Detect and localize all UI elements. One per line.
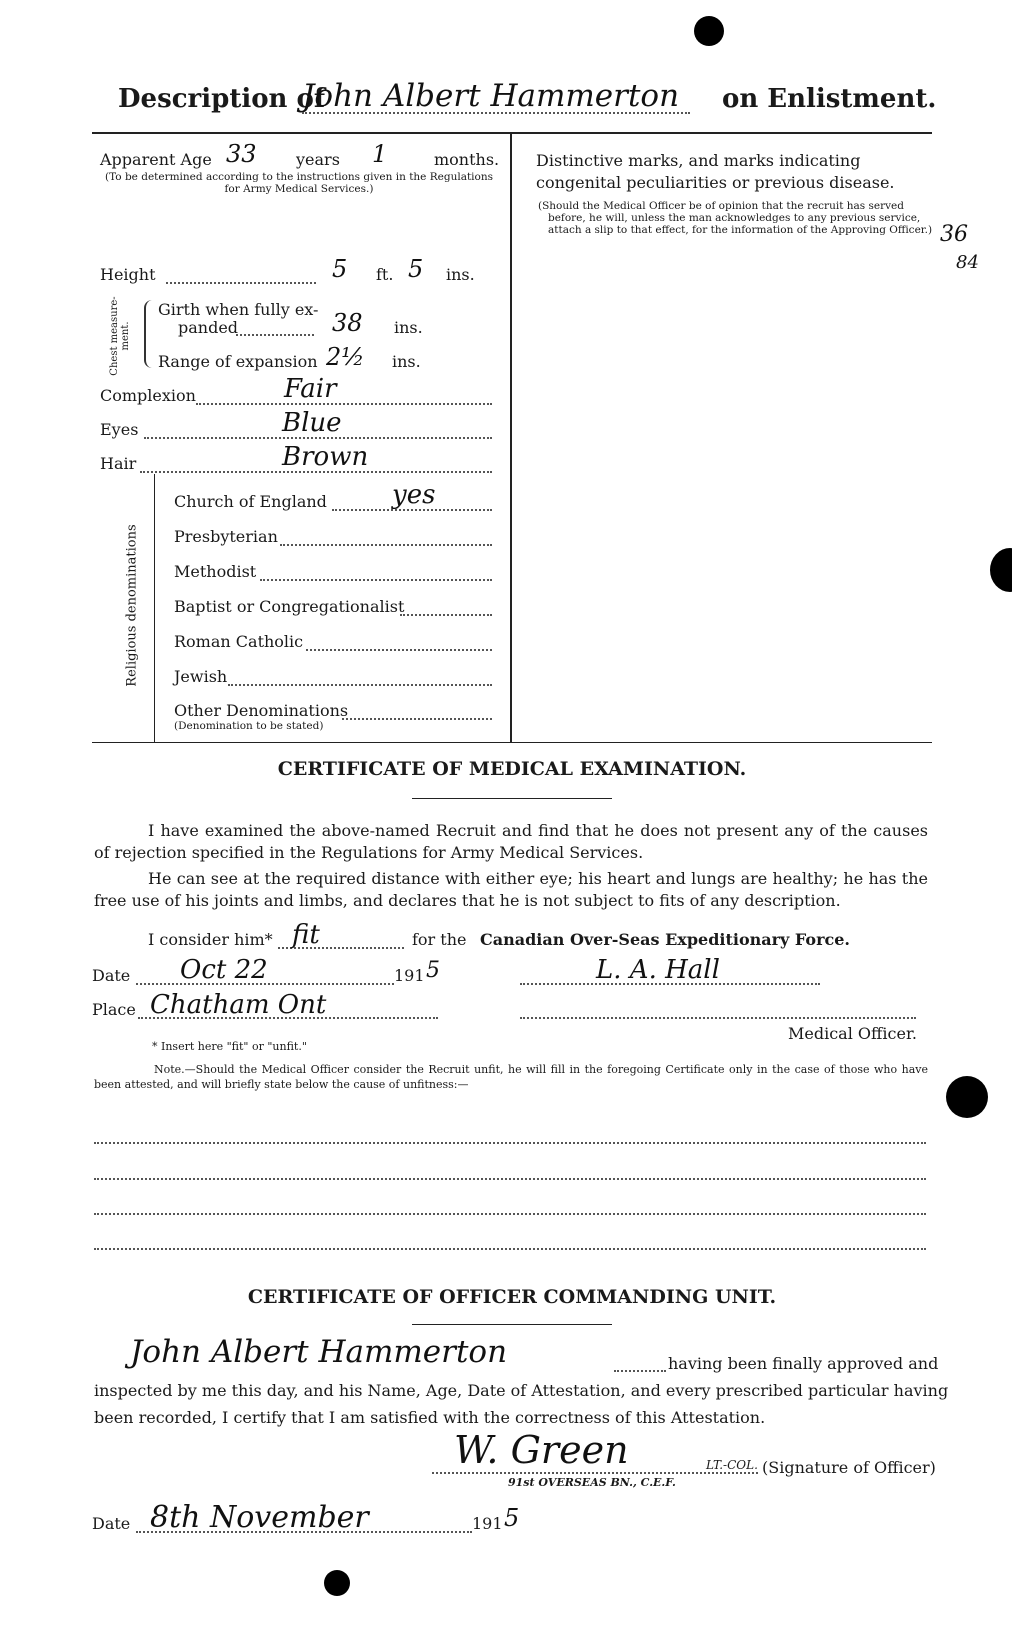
religion-presbyterian: Presbyterian bbox=[174, 527, 278, 546]
medical-para-2: He can see at the required distance with either eye; his heart and lungs are healthy; he has the free use of his joints and limbs, and declares that he is not subject to fits of any description. bbox=[94, 869, 928, 910]
punch-hole-right-2 bbox=[946, 1076, 988, 1118]
medical-year-suffix: 5 bbox=[426, 958, 440, 983]
religion-divider bbox=[154, 474, 155, 742]
commanding-title: CERTIFICATE OF OFFICER COMMANDING UNIT. bbox=[247, 1286, 777, 1308]
medical-title: CERTIFICATE OF MEDICAL EXAMINATION. bbox=[277, 758, 747, 780]
commanding-title-rule bbox=[412, 1324, 612, 1325]
medical-officer-label: Medical Officer. bbox=[788, 1024, 917, 1043]
religion-dots-5 bbox=[306, 649, 492, 651]
medical-para-1: I have examined the above-named Recruit and find that he does not present any of the causes of rejection specified in the Regulations for Army Medical Services. bbox=[94, 821, 928, 862]
commanding-text-2: inspected by me this day, and his Name, Age, Date of Attestation, and every prescribed particular having bbox=[94, 1381, 949, 1400]
eyes-value: Blue bbox=[282, 408, 342, 438]
girth-value: 38 bbox=[332, 309, 363, 337]
commanding-date-value: 8th November bbox=[150, 1500, 369, 1535]
height-label: Height bbox=[100, 265, 156, 284]
range-ins-label: ins. bbox=[392, 352, 421, 371]
hair-value: Brown bbox=[282, 442, 369, 472]
height-dots bbox=[166, 282, 316, 284]
girth-dots bbox=[236, 334, 314, 336]
header-dots bbox=[302, 112, 690, 114]
unfit-note: Note.—Should the Medical Officer consider the Recruit unfit, he will fill in the foregoing Certificate only in the case of those who have been attested, and will briefly state below the cause of unfitness:— bbox=[94, 1063, 928, 1091]
eyes-label: Eyes bbox=[100, 420, 139, 439]
marks-note: (Should the Medical Officer be of opinion that the recruit has served before, he will, unless the man acknowledges to any previous service, attach a slip to that effect, for the information of the Approving Officer.) bbox=[538, 200, 933, 236]
commanding-name: John Albert Hammerton bbox=[130, 1334, 508, 1370]
complexion-dots bbox=[196, 403, 492, 405]
medical-date-label: Date bbox=[92, 966, 131, 985]
punch-hole-bottom bbox=[324, 1570, 350, 1596]
hair-label: Hair bbox=[100, 454, 137, 473]
religion-roman-catholic: Roman Catholic bbox=[174, 632, 304, 651]
header-suffix: on Enlistment. bbox=[722, 84, 937, 114]
age-months-value: 1 bbox=[372, 140, 388, 168]
commanding-stamp: 91st OVERSEAS BN., C.E.F. bbox=[508, 1476, 676, 1489]
unfit-line-4 bbox=[94, 1248, 926, 1250]
religion-dots-4 bbox=[400, 614, 492, 616]
range-value: 2½ bbox=[326, 343, 365, 371]
height-ft-value: 5 bbox=[332, 255, 348, 283]
age-note: (To be determined according to the instructions given in the Regulations for Army Medical Services.) bbox=[105, 171, 493, 195]
religion-label: Religious denominations bbox=[124, 524, 140, 687]
force-prefix: for the bbox=[412, 930, 467, 949]
place-value: Chatham Ont bbox=[150, 990, 327, 1020]
commanding-text-3: been recorded, I certify that I am satisfied with the correctness of this Attestation. bbox=[94, 1408, 766, 1427]
range-label: Range of expansion bbox=[158, 352, 318, 371]
column-divider bbox=[510, 132, 512, 742]
unfit-line-1 bbox=[94, 1142, 926, 1144]
girth-label-2: panded bbox=[178, 318, 239, 337]
complexion-value: Fair bbox=[284, 374, 337, 404]
commanding-name-dots bbox=[614, 1370, 666, 1372]
medical-year-prefix: 191 bbox=[394, 966, 425, 985]
ft-label: ft. bbox=[376, 265, 394, 284]
insert-note: * Insert here "fit" or "unfit." bbox=[152, 1040, 307, 1053]
months-label: months. bbox=[434, 150, 500, 169]
commanding-date-label: Date bbox=[92, 1514, 131, 1533]
height-ins-value: 5 bbox=[408, 255, 424, 283]
signature-of-officer-label: (Signature of Officer) bbox=[762, 1458, 936, 1477]
place-sig-dots bbox=[520, 1017, 916, 1019]
girth-ins-label: ins. bbox=[394, 318, 423, 337]
religion-dots-6 bbox=[228, 684, 492, 686]
age-years-value: 33 bbox=[226, 140, 257, 168]
punch-hole-top bbox=[694, 16, 724, 46]
religion-other-note: (Denomination to be stated) bbox=[174, 720, 324, 732]
table-bottom-rule bbox=[92, 742, 932, 743]
commanding-year-prefix: 191 bbox=[472, 1514, 503, 1533]
years-label: years bbox=[296, 150, 340, 169]
punch-hole-right-1 bbox=[990, 548, 1012, 592]
complexion-label: Complexion bbox=[100, 386, 196, 405]
religion-church-of-england-value: yes bbox=[392, 480, 436, 510]
commanding-text-1: having been finally approved and bbox=[668, 1354, 939, 1373]
place-label: Place bbox=[92, 1000, 136, 1019]
consider-value: fit bbox=[292, 920, 320, 950]
religion-church-of-england: Church of England bbox=[174, 492, 327, 511]
marks-label: Distinctive marks, and marks indicating congenital peculiarities or previous disease. bbox=[536, 151, 895, 192]
commanding-rank: LT.-COL. bbox=[706, 1458, 758, 1472]
religion-other: Other Denominations bbox=[174, 701, 349, 720]
medical-date-value: Oct 22 bbox=[180, 955, 268, 985]
religion-jewish: Jewish bbox=[174, 667, 228, 686]
header-rule bbox=[92, 132, 932, 134]
margin-number-1: 36 bbox=[940, 222, 968, 247]
height-ins-label: ins. bbox=[446, 265, 475, 284]
chest-label: Chest measure-ment. bbox=[109, 296, 131, 376]
margin-number-2: 84 bbox=[956, 252, 979, 273]
medical-signature: L. A. Hall bbox=[596, 955, 720, 985]
header-name: John Albert Hammerton bbox=[302, 78, 680, 114]
commanding-sig-dots bbox=[432, 1472, 758, 1474]
religion-dots-2 bbox=[280, 544, 492, 546]
chest-bracket bbox=[144, 300, 154, 368]
religion-methodist: Methodist bbox=[174, 562, 257, 581]
unfit-line-2 bbox=[94, 1178, 926, 1180]
age-label: Apparent Age bbox=[100, 150, 212, 169]
force-name: Canadian Over-Seas Expeditionary Force. bbox=[480, 930, 850, 949]
commanding-year-suffix: 5 bbox=[504, 1504, 520, 1532]
girth-label-1: Girth when fully ex- bbox=[158, 300, 319, 319]
consider-label: I consider him* bbox=[148, 930, 273, 949]
commanding-signature: W. Green bbox=[454, 1428, 629, 1472]
header-prefix: Description of bbox=[118, 84, 326, 114]
religion-baptist: Baptist or Congregationalist bbox=[174, 597, 405, 616]
religion-dots-7 bbox=[342, 718, 492, 720]
medical-title-rule bbox=[412, 798, 612, 799]
unfit-line-3 bbox=[94, 1213, 926, 1215]
religion-dots-3 bbox=[260, 579, 492, 581]
